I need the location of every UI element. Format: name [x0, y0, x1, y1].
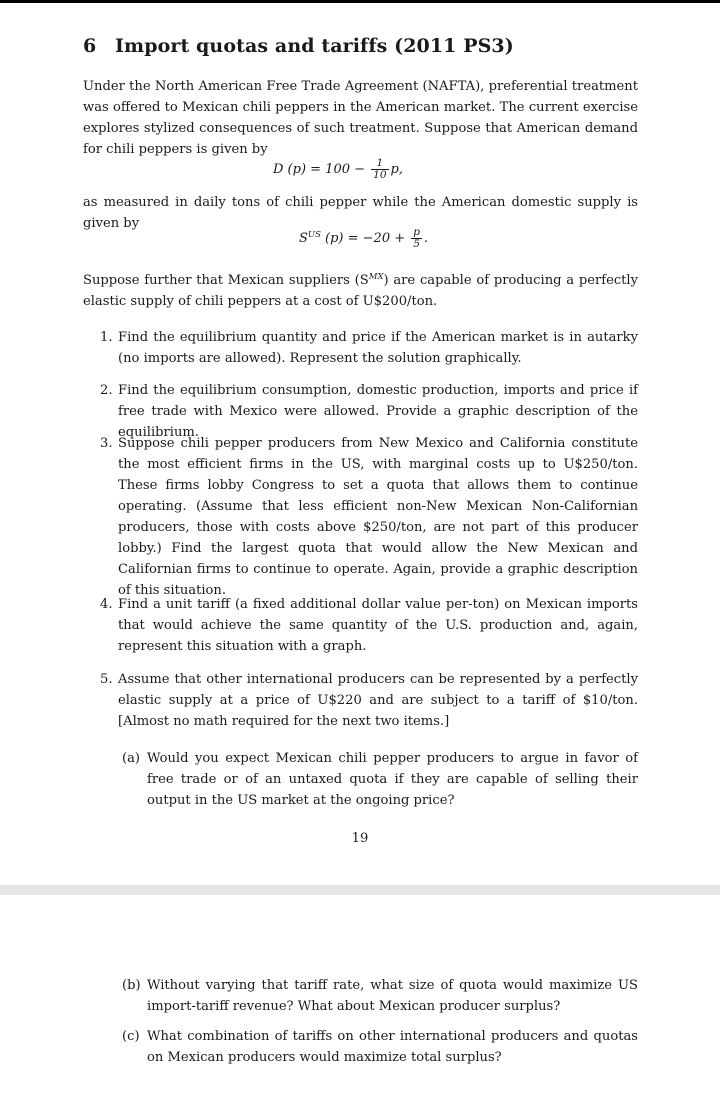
supply-superscript: US: [307, 230, 321, 240]
demand-equation: [273, 158, 403, 181]
demand-frac-numerator: 1: [371, 158, 388, 170]
demand-lhs: D (p) = 100 −: [273, 162, 366, 177]
p3-after: ) are capable of producing a perfectly elastic supply of chili peppers at a cost of U$200/ton.: [83, 273, 639, 309]
page-number: 19: [351, 831, 369, 846]
section-heading: [83, 35, 514, 57]
subquestion-a: [122, 748, 638, 811]
section-title: Import quotas and tariffs (2011 PS3): [115, 35, 514, 57]
supply-lhs: (p) = −20 +: [320, 231, 406, 246]
question-label: 2.: [100, 383, 113, 398]
section-number: 6: [83, 35, 97, 57]
subquestion-b: [122, 975, 638, 1017]
intro-paragraph: Under the North American Free Trade Agreement (NAFTA), preferential treatment was offered to Mexican chili peppers in the American market. The current exercise explores stylized consequences of such treatment. Suppose that American demand for chili peppers is given by: [83, 79, 638, 157]
question-1: [100, 327, 638, 369]
subquestion-label: (c): [122, 1029, 140, 1044]
subquestion-c: [122, 1026, 638, 1068]
question-5: [100, 669, 638, 732]
page-19: [0, 3, 720, 885]
demand-fraction: [371, 158, 388, 181]
subquestion-label: (b): [122, 978, 141, 993]
question-label: 3.: [100, 436, 113, 451]
supply-equation: [299, 227, 428, 250]
question-text: Find the equilibrium consumption, domestic production, imports and price if free trade with Mexico were allowed. Provide a graphic description of the equilibrium.: [118, 383, 638, 440]
demand-frac-denominator: 10: [373, 169, 387, 181]
supply-intro-paragraph: as measured in daily tons of chili pepper while the American domestic supply is given by: [83, 195, 638, 231]
page-20: [0, 895, 720, 1101]
supply-rhs: .: [424, 231, 429, 246]
supply-frac-denominator: 5: [413, 238, 420, 250]
question-text: Assume that other international producers can be represented by a perfectly elastic supply at a price of U$220 and are subject to a tariff of $10/ton. [Almost no math required for the next two items.]: [118, 672, 638, 729]
subquestion-label: (a): [122, 751, 141, 766]
page-separator: [0, 885, 720, 895]
question-4: [100, 594, 638, 657]
demand-rhs: p,: [390, 162, 403, 177]
mexican-supply-paragraph: [83, 267, 638, 312]
question-label: 5.: [100, 672, 113, 687]
subquestion-text: Without varying that tariff rate, what size of quota would maximize US import-tariff revenue? What about Mexican producer surplus?: [147, 978, 638, 1014]
supply-frac-numerator: p: [413, 226, 420, 238]
question-text: Find the equilibrium quantity and price if the American market is in autarky (no imports are allowed). Represent the solution graphically.: [118, 330, 638, 366]
subquestion-text: What combination of tariffs on other international producers and quotas on Mexican producers would maximize total surplus?: [147, 1029, 638, 1065]
question-label: 1.: [100, 330, 113, 345]
p3-before: Suppose further that Mexican suppliers (S: [83, 273, 369, 288]
supply-symbol: S: [299, 231, 308, 246]
supply-fraction: [411, 227, 422, 250]
subquestion-text: Would you expect Mexican chili pepper producers to argue in favor of free trade or of an untaxed quota if they are capable of selling their output in the US market at the ongoing price?: [147, 751, 638, 808]
mexican-supply-superscript: MX: [368, 272, 384, 282]
question-text: Suppose chili pepper producers from New Mexico and California constitute the most efficient firms in the US, with marginal costs up to U$250/ton. These firms lobby Congress to set a quota that allows them to continue operating. (Assume that less efficient non-New Mexican Non-Californian producers, those with costs above $250/ton, are not part of this producer lobby.) Find the largest quota that would allow the New Mexican and Californian firms to continue to operate. Again, provide a graphic description of this situation.: [118, 436, 638, 598]
question-text: Find a unit tariff (a fixed additional dollar value per-ton) on Mexican imports that would achieve the same quantity of the U.S. production and, again, represent this situation with a graph.: [118, 597, 638, 654]
question-label: 4.: [100, 597, 113, 612]
question-3: [100, 433, 638, 601]
